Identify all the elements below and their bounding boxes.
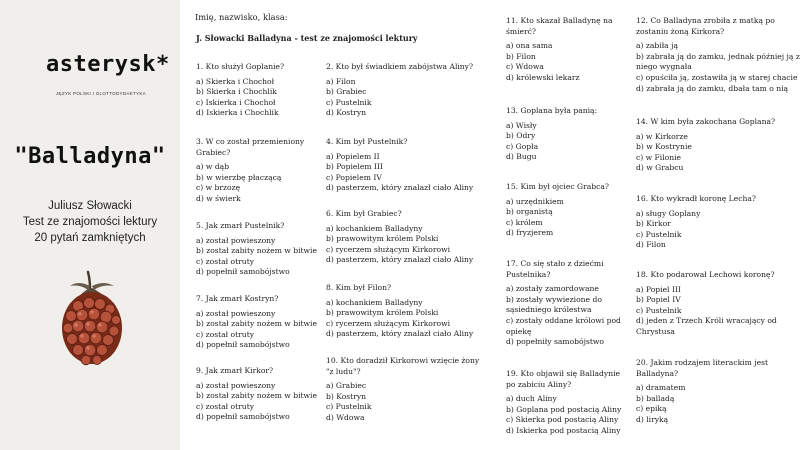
question-3: 3. W co został przemieniony Grabiec? a) w dąb b) w wierzbę płaczącą c) w brzozę d) w świerk <box>196 137 305 203</box>
question-8: 8. Kim był Filon? a) kochankiem Balladyny b) prawowitym królem Polski c) rycerzem służącym Kirkorowi d) pasterzem, który znalazł ciało Aliny <box>326 283 474 339</box>
cover-panel <box>0 0 180 450</box>
question-20: 20. Jakim rodzajem literackim jest Balladyna? a) dramatem b) balladą c) epiką d) liryką <box>636 358 769 424</box>
test-title: J. Słowacki Balladyna - test ze znajomości lektury <box>196 33 418 43</box>
name-field-label: Imię, nazwisko, klasa: <box>195 12 288 22</box>
question-10: 10. Kto doradził Kirkorowi wzięcie żony "z ludu"? a) Grabiec b) Kostryn c) Pustelnik d) Wdowa <box>326 356 480 422</box>
cover-author: Juliusz Słowacki <box>48 200 132 212</box>
question-5: 5. Jak zmarł Pustelnik? a) został powieszony b) został zabity nożem w bitwie c) został otruty d) popełnił samobójstwo <box>196 221 317 277</box>
question-17: 17. Co się stało z dziećmi Pustelnika? a) zostały zamordowane b) zostały wywiezione do sąsiedniego królestwa c) zostały oddane królowi pod opiekę d) popełniły samobójstwo <box>506 259 621 347</box>
question-1: 1. Kto służył Goplanie? a) Skierka i Chochoł b) Skierka i Chochlik c) Iskierka i Chochoł d) Iskierka i Chochlik <box>196 62 285 118</box>
cover-question-count: 20 pytań zamkniętych <box>34 232 146 244</box>
question-2: 2. Kto był świadkiem zabójstwa Aliny? a) Filon b) Grabiec c) Pustelnik d) Kostryn <box>326 62 474 118</box>
question-16: 16. Kto wykradł koronę Lecha? a) sługy Goplany b) Kirkor c) Pustelnik d) Filon <box>636 194 756 250</box>
question-4: 4. Kim był Pustelnik? a) Popielem II b) Popielem III c) Popielem IV d) pasterzem, który znalazł ciało Aliny <box>326 137 474 193</box>
brand-subtitle: JĘZYK POLSKI I GLOTTODYDAKTYKA <box>56 91 146 96</box>
question-14: 14. W kim była zakochana Goplana? a) w Kirkorze b) w Kostrynie c) w Filonie d) w Grabcu <box>636 117 776 173</box>
question-7: 7. Jak zmarł Kostryn? a) został powieszony b) został zabity nożem w bitwie c) został otruty d) popełnił samobójstwo <box>196 294 317 350</box>
question-13: 13. Goplana była panią: a) Wisły b) Odry c) Gopła d) Bugu <box>506 106 598 162</box>
cover-title: "Balladyna" <box>14 144 166 169</box>
brand-logo: asterysk* <box>46 52 170 77</box>
question-11: 11. Kto skazał Balladynę na śmierć? a) ona sama b) Filon c) Wdowa d) królewski lekarz <box>506 16 613 82</box>
raspberry-icon <box>52 270 132 370</box>
question-9: 9. Jak zmarł Kirkor? a) został powieszony b) został zabity nożem w bitwie c) został otruty d) popełnił samobójstwo <box>196 366 317 422</box>
question-19: 19. Kto objawił się Balladynie po zabiciu Aliny? a) duch Aliny b) Goplana pod postacią Aliny c) Skierka pod postacią Aliny d) Iskierka pod postacią Aliny <box>506 369 622 435</box>
question-6: 6. Kim był Grabiec? a) kochankiem Balladyny b) prawowitym królem Polski c) rycerzem służącym Kirkorowi d) pasterzem, który znalazł ciało Aliny <box>326 209 474 265</box>
question-12: 12. Co Balladyna zrobiła z matką po zostaniu żoną Kirkora? a) zabiła ją b) zabrała ją do zamku, jednak później ją z niego wygnała c) opuściła ją, zostawiła ją w starej chacie d) zabrała ją do zamku, dbała tam o nią <box>636 16 800 93</box>
cover-subtitle: Test ze znajomości lektury <box>22 216 158 228</box>
question-15: 15. Kim był ojciec Grabca? a) urzędnikiem b) organistą c) królem d) fryzjerem <box>506 182 609 238</box>
question-18: 18. Kto podarował Lechowi koronę? a) Popiel III b) Popiel IV c) Pustelnik d) jeden z Trzech Króli wracający od Chrystusa <box>636 270 777 336</box>
